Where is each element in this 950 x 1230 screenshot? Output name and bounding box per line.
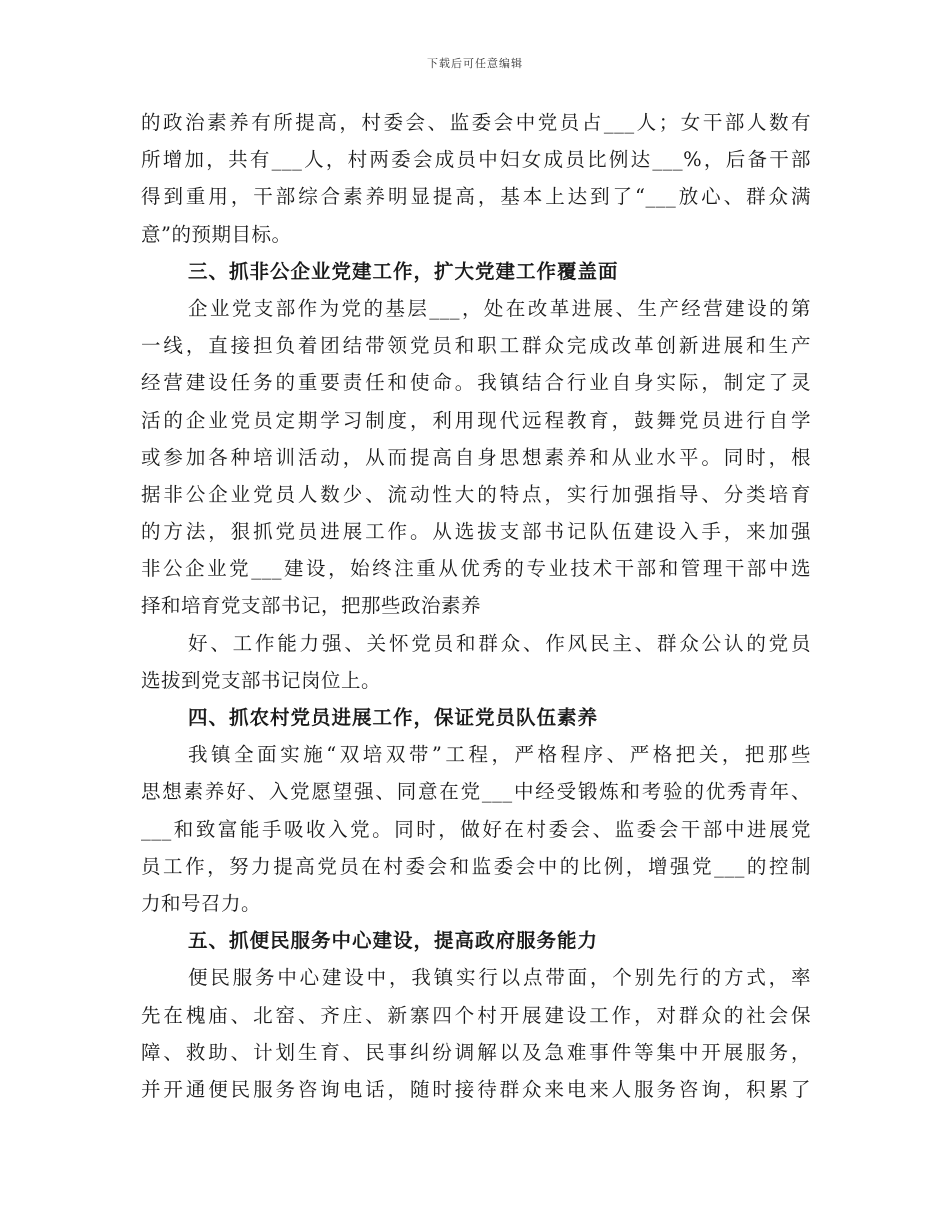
paragraph-line: 员工作，努力提高党员在村委会和监委会中的比例，增强党___的控制	[141, 854, 811, 878]
paragraph-line: 好、工作能力强、关怀党员和群众、作风民主、群众公认的党员	[188, 631, 811, 655]
section-heading: 三、抓非公企业党建工作，扩大党建工作覆盖面	[188, 259, 619, 283]
paragraph-line: 先在槐庙、北窑、齐庄、新寨四个村开展建设工作，对群众的社会保	[141, 1003, 811, 1027]
paragraph-line: 并开通便民服务咨询电话，随时接待群众来电来人服务咨询，积累了	[141, 1077, 811, 1101]
paragraph-line: 障、救助、计划生育、民事纠纷调解以及急难事件等集中开展服务，	[141, 1040, 811, 1064]
paragraph-line: ___和致富能手吸收入党。同时，做好在村委会、监委会干部中进展党	[141, 817, 811, 841]
paragraph-line: 择和培育党支部书记，把那些政治素养	[141, 594, 482, 618]
paragraph-line: 非公企业党___建设，始终注重从优秀的专业技术干部和管理干部中选	[141, 557, 811, 581]
paragraph-line: 的政治素养有所提高，村委会、监委会中党员占___人；女干部人数有	[141, 111, 811, 134]
paragraph-line: 力和号召力。	[141, 891, 262, 915]
paragraph-line: 或参加各种培训活动，从而提高自身思想素养和从业水平。同时，根	[141, 445, 811, 469]
paragraph-line: 便民服务中心建设中，我镇实行以点带面，个别先行的方式，率	[188, 966, 811, 990]
paragraph-line: 企业党支部作为党的基层___，处在改革进展、生产经营建设的第	[188, 296, 811, 320]
paragraph-line: 得到重用，干部综合素养明显提高，基本上达到了“___放心、群众满	[141, 185, 811, 209]
paragraph-line: 经营建设任务的重要责任和使命。我镇结合行业自身实际，制定了灵	[141, 371, 811, 395]
paragraph-line: 思想素养好、入党愿望强、同意在党___中经受锻炼和考验的优秀青年、	[141, 780, 811, 804]
paragraph-line: 一线，直接担负着团结带领党员和职工群众完成改革创新进展和生产	[141, 334, 811, 358]
section-heading: 五、抓便民服务中心建设，提高政府服务能力	[188, 929, 599, 953]
paragraph-line: 选拔到党支部书记岗位上。	[141, 668, 382, 692]
paragraph-line: 意”的预期目标。	[141, 222, 292, 246]
document-body	[141, 104, 811, 1108]
paragraph-line: 我镇全面实施“双培双带”工程，严格程序、严格把关，把那些	[188, 743, 811, 767]
section-heading: 四、抓农村党员进展工作，保证党员队伍素养	[188, 706, 599, 729]
paragraph-line: 所增加，共有___人，村两委会成员中妇女成员比例达___%，后备干部	[141, 148, 811, 172]
paragraph-line: 的方法，狠抓党员进展工作。从选拔支部书记队伍建设入手，来加强	[141, 520, 811, 544]
paragraph-line: 活的企业党员定期学习制度，利用现代远程教育，鼓舞党员进行自学	[141, 408, 811, 432]
page-header: 下载后可任意编辑	[427, 57, 523, 70]
paragraph-line: 据非公企业党员人数少、流动性大的特点，实行加强指导、分类培育	[141, 482, 811, 506]
